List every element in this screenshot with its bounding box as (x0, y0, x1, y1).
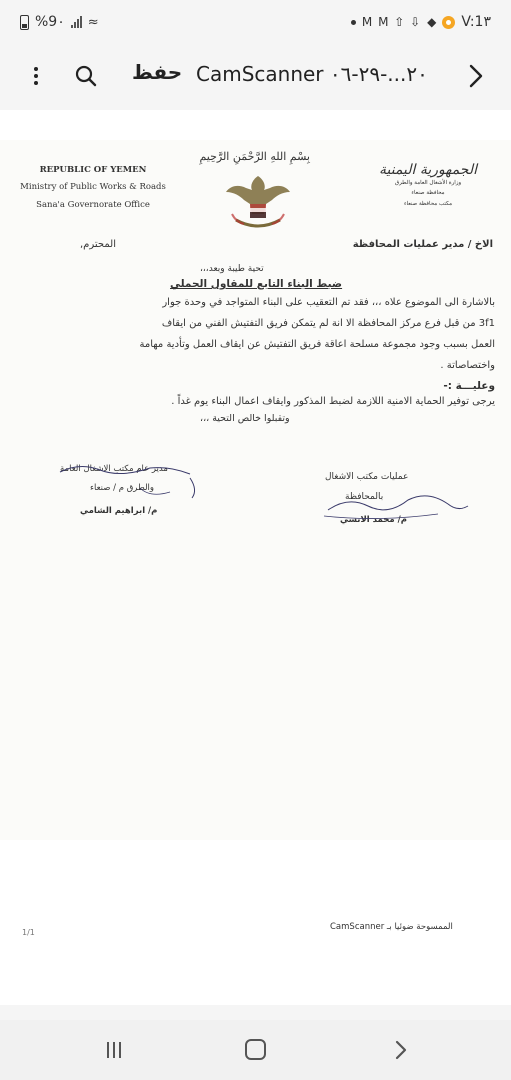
camscanner-notification-icon (442, 16, 455, 29)
page-indicator: 1/1 (22, 928, 35, 937)
signature-right-title: بالمحافظة (345, 492, 384, 502)
wifi-icon: ≈ (87, 14, 99, 30)
body-paragraph-line: العمل بسبب وجود مجموعة مسلحة اعاقة فريق التفتيش عن ايقاف العمل وتأدية مهامة (139, 339, 495, 350)
bismillah-heading: بِسْمِ اللهِ الرَّحْمَنِ الرَّحِيمِ (199, 150, 310, 163)
letterhead-ar-line: محافظة صنعاء (411, 190, 445, 197)
request-line: يرجى توفير الحماية الامنية اللازمة لضبط المذكور وايقاف اعمال البناء يوم غداً . (171, 396, 495, 407)
letterhead-arabic (363, 162, 493, 209)
signal-icon (71, 16, 82, 28)
salutation-respect: المحترم, (80, 239, 116, 250)
notification-icons: M M ⇧ ⇩ (361, 15, 422, 29)
nav-back-icon[interactable] (392, 1040, 410, 1060)
letterhead-en-line: REPUBLIC OF YEMEN (39, 165, 147, 175)
app-bar (0, 52, 511, 100)
status-left (20, 14, 99, 30)
battery-percent: %9٠ (35, 14, 65, 30)
signature-left-title: مدير عام مكتب الاشغال العامة (60, 464, 168, 474)
greeting-line: تحية طيبة وبعد،،، (200, 264, 264, 274)
signature-right-name: م/ محمد الانسي (340, 515, 407, 525)
search-icon[interactable] (72, 62, 100, 90)
watermark-label: الممسوحة ضوئيا بـ (386, 922, 453, 932)
letterhead-english (18, 162, 168, 214)
letterhead-ar-line: مكتب محافظة صنعاء (403, 200, 453, 207)
more-vertical-icon[interactable] (24, 64, 48, 88)
back-chevron-icon[interactable] (460, 60, 492, 92)
twitter-icon: ◆ (427, 15, 437, 29)
signature-left-title: والطرق م / صنعاء (90, 483, 155, 493)
status-right (351, 14, 491, 30)
subject-line: ضبط البناء التابع للمقاول الحملي (170, 278, 343, 290)
document-viewer[interactable] (0, 110, 511, 1005)
body-paragraph-line: 3f1 من قبل فرع مركز المحافظة الا انة لم يتمكن فريق التفتيش الفني من ايقاف (161, 318, 495, 329)
watermark-app-name: CamScanner (330, 922, 385, 932)
conclusion-label: وعليـــة :- (443, 380, 495, 392)
system-navigation-bar (0, 1020, 511, 1080)
letterhead-en-line: Ministry of Public Works & Roads (20, 182, 166, 193)
letterhead-ar-line: وزارة الأشغال العامة والطرق (394, 180, 462, 186)
save-button[interactable]: حفظ (132, 60, 183, 84)
letterhead-en-line: Sana'a Governorate Office (36, 199, 150, 210)
home-icon[interactable] (245, 1039, 266, 1060)
notification-dot-icon (351, 20, 356, 25)
letterhead-ar-line: الجمهورية اليمنية (378, 162, 477, 178)
body-paragraph-line: بالاشارة الى الموضوع علاه ،،، فقد تم التعقيب على البناء المتواجد في وحدة جوار (162, 297, 495, 308)
document-title: CamScanner ٢٠...-٢٩-٠٦ (196, 62, 428, 86)
battery-icon (20, 15, 29, 30)
recipient-line: الاخ / مدير عمليات المحافظة (352, 239, 493, 250)
handwritten-signature-left (40, 458, 210, 518)
body-paragraph-line: واختصاصاتة . (440, 360, 495, 371)
clock: V:1٣ (461, 14, 491, 30)
yemen-emblem-icon (222, 170, 294, 238)
closing-line: وتقبلوا خالص التحية ،،، (200, 413, 290, 424)
recent-apps-icon[interactable] (104, 1042, 124, 1058)
scanned-document-page (0, 140, 511, 840)
signature-left-name: م/ ابراهيم الشامي (80, 506, 158, 516)
handwritten-signature-right (318, 486, 478, 526)
signature-right-title: عمليات مكتب الاشغال (325, 472, 409, 482)
status-bar (0, 0, 511, 44)
camscanner-watermark (330, 922, 453, 932)
